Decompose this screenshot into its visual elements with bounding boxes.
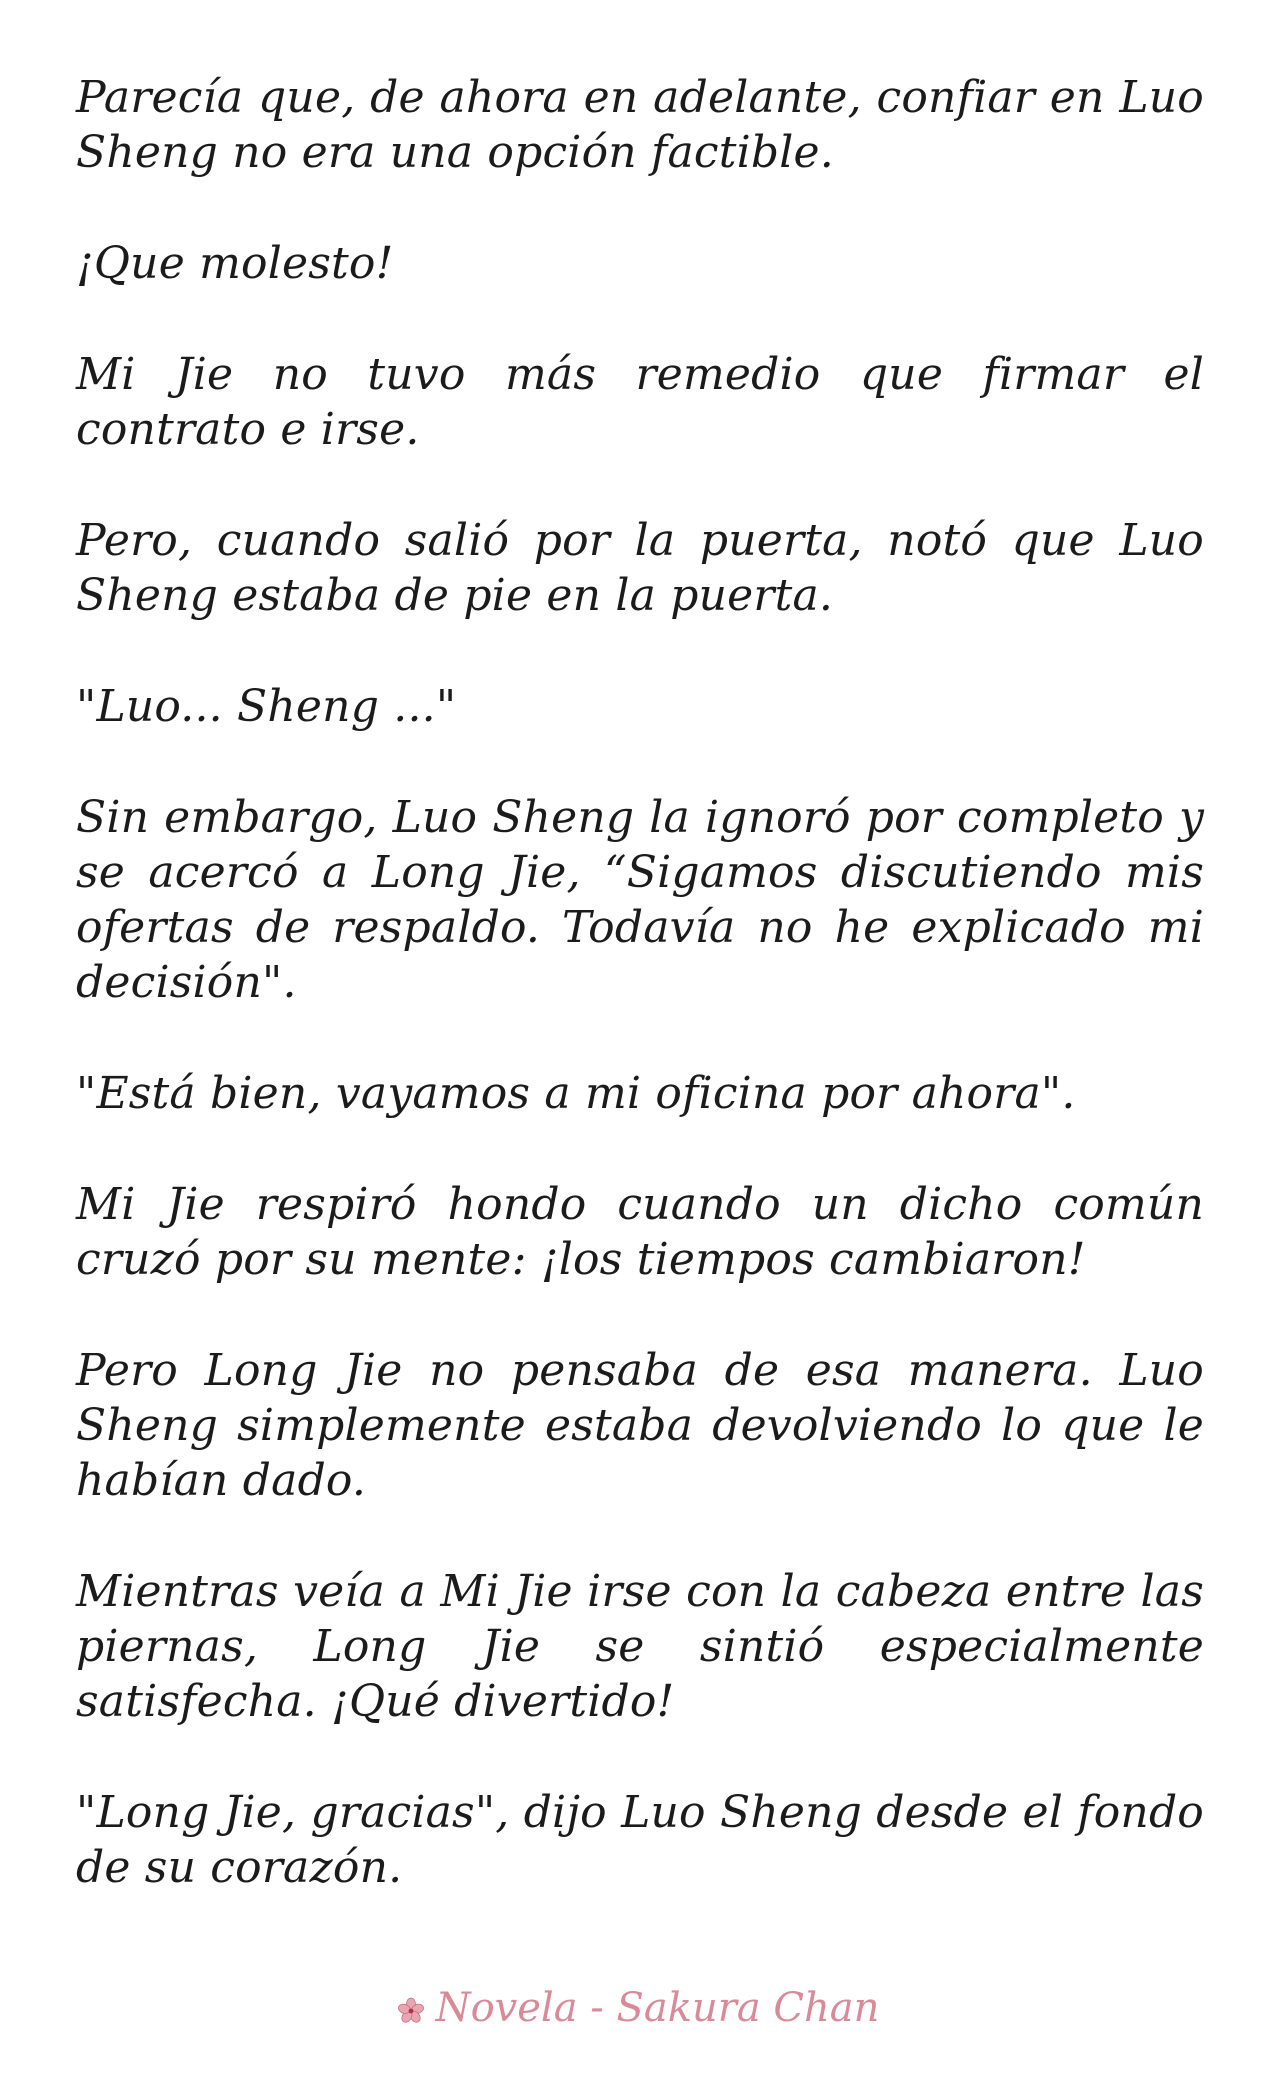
watermark-text: Novela - Sakura Chan (435, 1985, 880, 2031)
paragraph: Pero, cuando salió por la puerta, notó que Luo Sheng estaba de pie en la puerta. (76, 515, 1204, 621)
paragraph: Mientras veía a Mi Jie irse con la cabeza entre las piernas, Long Jie se sintió especialmente satisfecha. ¡Qué divertido! (76, 1566, 1204, 1727)
document-body (76, 70, 1204, 1951)
paragraph: Mi Jie respiró hondo cuando un dicho común cruzó por su mente: ¡los tiempos cambiaron! (76, 1179, 1204, 1285)
paragraph: "Está bien, vayamos a mi oficina por ahora". (76, 1068, 1076, 1119)
watermark-footer (0, 1985, 1275, 2031)
paragraph: Sin embargo, Luo Sheng la ignoró por completo y se acercó a Long Jie, “Sigamos discutiendo mis ofertas de respaldo. Todavía no he explicado mi decisión". (76, 792, 1204, 1008)
paragraph: Mi Jie no tuvo más remedio que firmar el contrato e irse. (76, 349, 1204, 455)
paragraph: ¡Que molesto! (76, 238, 394, 289)
paragraph: "Long Jie, gracias", dijo Luo Sheng desde el fondo de su corazón. (76, 1787, 1204, 1893)
sakura-flower-icon (396, 1990, 426, 2020)
paragraph: Pero Long Jie no pensaba de esa manera. Luo Sheng simplemente estaba devolviendo lo que le habían dado. (76, 1345, 1204, 1506)
paragraph: "Luo... Sheng ..." (76, 681, 457, 732)
paragraph: Parecía que, de ahora en adelante, confiar en Luo Sheng no era una opción factible. (76, 72, 1204, 178)
